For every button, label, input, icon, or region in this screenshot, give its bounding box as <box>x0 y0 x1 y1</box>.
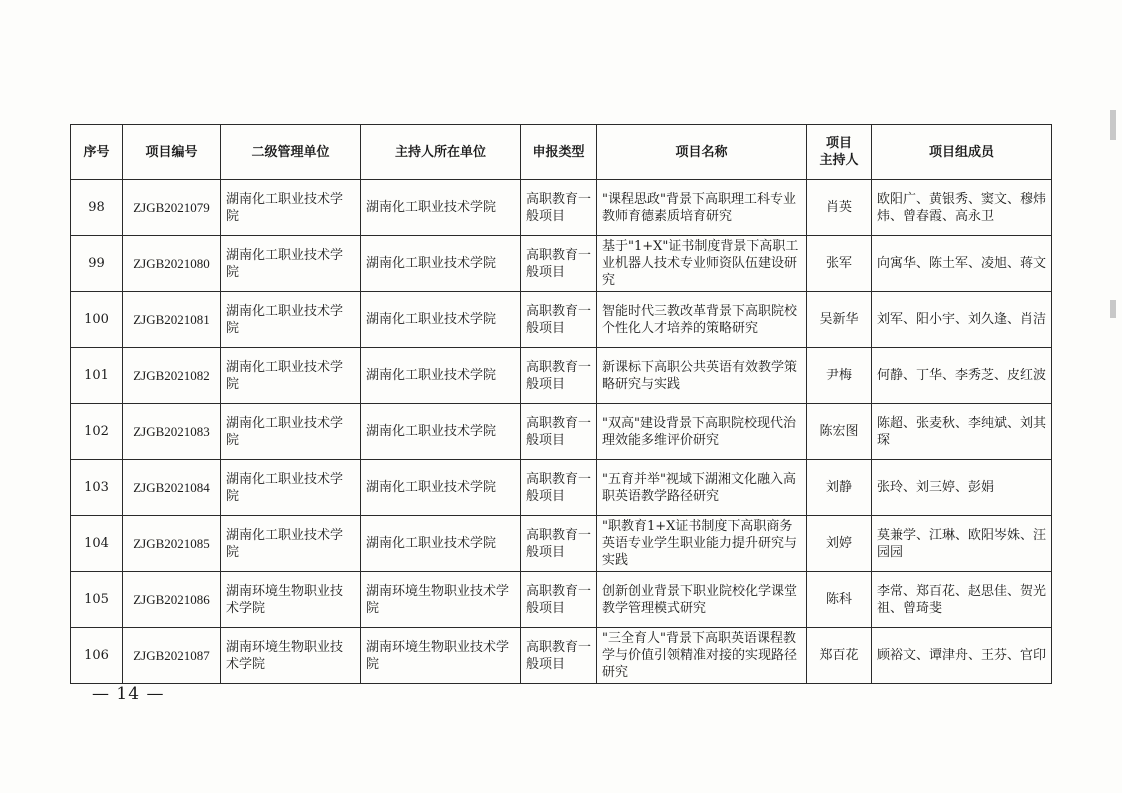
cell-members: 陈超、张麦秋、李纯斌、刘其琛 <box>872 404 1052 460</box>
cell-type: 高职教育一般项目 <box>521 348 597 404</box>
cell-seq: 98 <box>71 180 123 236</box>
cell-host-unit: 湖南环境生物职业技术学院 <box>361 628 521 684</box>
cell-code: ZJGB2021084 <box>123 460 221 516</box>
table-row <box>71 404 1052 460</box>
cell-name: "双高"建设背景下高职院校现代治理效能多维评价研究 <box>597 404 807 460</box>
cell-host-unit: 湖南化工职业技术学院 <box>361 348 521 404</box>
cell-code: ZJGB2021086 <box>123 572 221 628</box>
cell-type: 高职教育一般项目 <box>521 292 597 348</box>
project-table <box>70 124 1052 684</box>
cell-host: 陈科 <box>807 572 872 628</box>
cell-unit: 湖南环境生物职业技术学院 <box>221 628 361 684</box>
cell-name: 新课标下高职公共英语有效教学策略研究与实践 <box>597 348 807 404</box>
cell-type: 高职教育一般项目 <box>521 516 597 572</box>
cell-name: 智能时代三教改革背景下高职院校个性化人才培养的策略研究 <box>597 292 807 348</box>
cell-seq: 106 <box>71 628 123 684</box>
cell-members: 刘军、阳小宇、刘久逢、肖洁 <box>872 292 1052 348</box>
cell-seq: 102 <box>71 404 123 460</box>
header-host-unit: 主持人所在单位 <box>361 125 521 180</box>
table-row <box>71 628 1052 684</box>
cell-host: 肖英 <box>807 180 872 236</box>
cell-seq: 99 <box>71 236 123 292</box>
header-host-line2: 主持人 <box>819 153 859 168</box>
cell-host-unit: 湖南化工职业技术学院 <box>361 404 521 460</box>
cell-host: 刘婷 <box>807 516 872 572</box>
cell-type: 高职教育一般项目 <box>521 572 597 628</box>
cell-unit: 湖南化工职业技术学院 <box>221 236 361 292</box>
cell-host: 张军 <box>807 236 872 292</box>
cell-unit: 湖南化工职业技术学院 <box>221 404 361 460</box>
cell-name: 基于"1+X"证书制度背景下高职工业机器人技术专业师资队伍建设研究 <box>597 236 807 292</box>
cell-code: ZJGB2021083 <box>123 404 221 460</box>
cell-host: 尹梅 <box>807 348 872 404</box>
table-header-row <box>71 125 1052 180</box>
cell-host-unit: 湖南环境生物职业技术学院 <box>361 572 521 628</box>
header-host-line1: 项目 <box>825 136 852 151</box>
cell-unit: 湖南化工职业技术学院 <box>221 460 361 516</box>
header-host <box>807 125 872 180</box>
cell-members: 莫兼学、江琳、欧阳岑姝、汪园园 <box>872 516 1052 572</box>
cell-unit: 湖南化工职业技术学院 <box>221 180 361 236</box>
cell-code: ZJGB2021087 <box>123 628 221 684</box>
header-name: 项目名称 <box>597 125 807 180</box>
cell-unit: 湖南化工职业技术学院 <box>221 348 361 404</box>
cell-host-unit: 湖南化工职业技术学院 <box>361 516 521 572</box>
cell-type: 高职教育一般项目 <box>521 404 597 460</box>
header-type: 申报类型 <box>521 125 597 180</box>
cell-code: ZJGB2021082 <box>123 348 221 404</box>
table-row <box>71 516 1052 572</box>
cell-name: "三全育人"背景下高职英语课程教学与价值引领精准对接的实现路径研究 <box>597 628 807 684</box>
cell-seq: 104 <box>71 516 123 572</box>
cell-name: "课程思政"背景下高职理工科专业教师育德素质培育研究 <box>597 180 807 236</box>
cell-type: 高职教育一般项目 <box>521 460 597 516</box>
cell-name: "五育并举"视域下湖湘文化融入高职英语教学路径研究 <box>597 460 807 516</box>
cell-name: "职教育1+X证书制度下高职商务英语专业学生职业能力提升研究与实践 <box>597 516 807 572</box>
cell-host: 吴新华 <box>807 292 872 348</box>
cell-members: 向寓华、陈土军、凌旭、蒋文 <box>872 236 1052 292</box>
cell-host-unit: 湖南化工职业技术学院 <box>361 292 521 348</box>
cell-host-unit: 湖南化工职业技术学院 <box>361 180 521 236</box>
cell-code: ZJGB2021085 <box>123 516 221 572</box>
table-row <box>71 236 1052 292</box>
page-number: — 14 — <box>92 684 165 704</box>
cell-unit: 湖南环境生物职业技术学院 <box>221 572 361 628</box>
table-row <box>71 572 1052 628</box>
cell-name: 创新创业背景下职业院校化学课堂教学管理模式研究 <box>597 572 807 628</box>
table-row <box>71 348 1052 404</box>
cell-seq: 103 <box>71 460 123 516</box>
header-seq: 序号 <box>71 125 123 180</box>
cell-type: 高职教育一般项目 <box>521 236 597 292</box>
cell-host: 陈宏图 <box>807 404 872 460</box>
scan-edge-mark-top <box>1110 110 1116 140</box>
cell-seq: 101 <box>71 348 123 404</box>
cell-host-unit: 湖南化工职业技术学院 <box>361 460 521 516</box>
header-members: 项目组成员 <box>872 125 1052 180</box>
table-row <box>71 460 1052 516</box>
table-row <box>71 180 1052 236</box>
cell-type: 高职教育一般项目 <box>521 180 597 236</box>
cell-members: 何静、丁华、李秀芝、皮红波 <box>872 348 1052 404</box>
cell-unit: 湖南化工职业技术学院 <box>221 292 361 348</box>
cell-members: 张玲、刘三婷、彭娟 <box>872 460 1052 516</box>
header-code: 项目编号 <box>123 125 221 180</box>
cell-members: 李常、郑百花、赵思佳、贺光祖、曾琦斐 <box>872 572 1052 628</box>
scan-edge-mark-mid <box>1110 300 1116 318</box>
cell-seq: 100 <box>71 292 123 348</box>
cell-seq: 105 <box>71 572 123 628</box>
cell-unit: 湖南化工职业技术学院 <box>221 516 361 572</box>
cell-code: ZJGB2021079 <box>123 180 221 236</box>
cell-members: 顾裕文、谭津舟、王芬、官印 <box>872 628 1052 684</box>
cell-type: 高职教育一般项目 <box>521 628 597 684</box>
cell-code: ZJGB2021080 <box>123 236 221 292</box>
cell-code: ZJGB2021081 <box>123 292 221 348</box>
cell-members: 欧阳广、黄银秀、窦文、穆炜炜、曾春霞、高永卫 <box>872 180 1052 236</box>
header-unit: 二级管理单位 <box>221 125 361 180</box>
cell-host: 刘静 <box>807 460 872 516</box>
table-row <box>71 292 1052 348</box>
cell-host: 郑百花 <box>807 628 872 684</box>
cell-host-unit: 湖南化工职业技术学院 <box>361 236 521 292</box>
